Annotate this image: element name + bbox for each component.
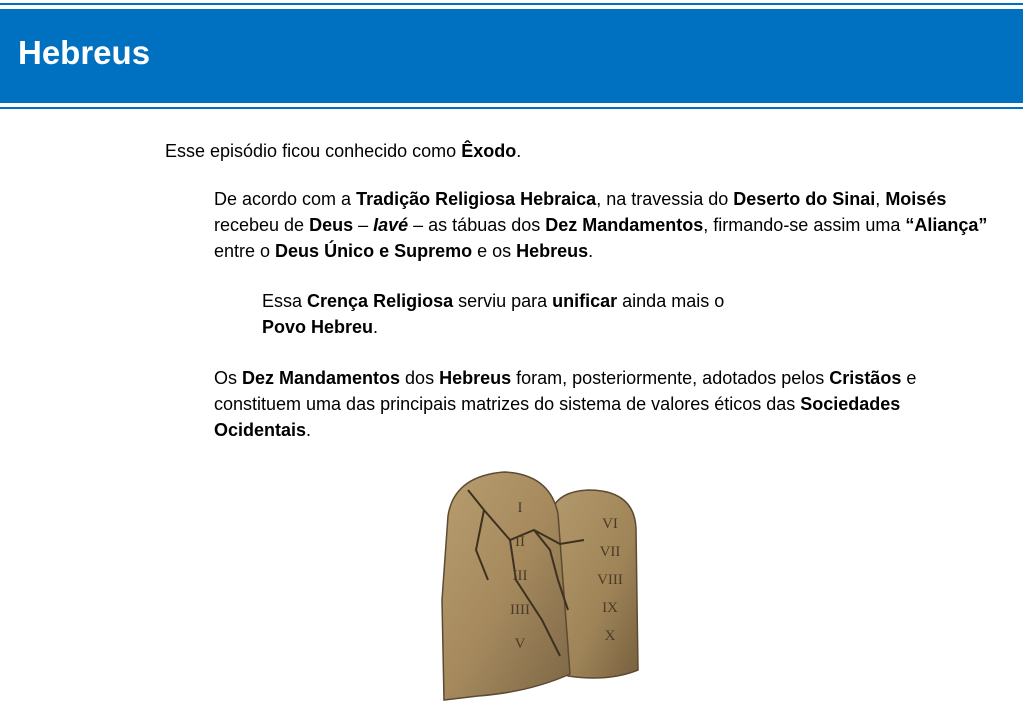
right-numeral: IX (602, 600, 618, 616)
header-banner (0, 9, 1023, 103)
right-numeral: X (604, 628, 616, 644)
tablets-image (438, 470, 642, 702)
left-numeral: V (514, 636, 526, 652)
left-numeral: I (517, 500, 523, 516)
paragraph-exodo: Esse episódio ficou conhecido como Êxodo. (165, 141, 522, 161)
header-bottom-rule (0, 107, 1023, 109)
left-tablet (442, 472, 570, 700)
left-numeral: III (512, 568, 528, 584)
paragraph-crenca: Essa Crença Religiosa serviu para unificar ainda mais o Povo Hebreu. (262, 291, 725, 337)
page-title: Hebreus (18, 34, 151, 71)
right-numeral: VIII (597, 572, 623, 588)
right-numeral: VII (599, 544, 621, 560)
right-numeral: VI (602, 516, 618, 532)
header-top-rule (0, 3, 1023, 5)
left-numeral: II (515, 534, 525, 550)
left-numeral: IIII (510, 602, 530, 618)
paragraph-tradicao: De acordo com a Tradição Religiosa Hebraica, na travessia do Deserto do Sinai, Moisés recebeu de Deus – Iavé – as tábuas dos Dez Mandamentos, firmando-se assim uma “Aliança” entre o Deus Único e Supremo e os Hebreus. (214, 189, 988, 261)
paragraph-dez-mandamentos: Os Dez Mandamentos dos Hebreus foram, posteriormente, adotados pelos Cristãos e constituem uma das principais matrizes do sistema de valores éticos das Sociedades Ocidentais. (214, 368, 917, 440)
